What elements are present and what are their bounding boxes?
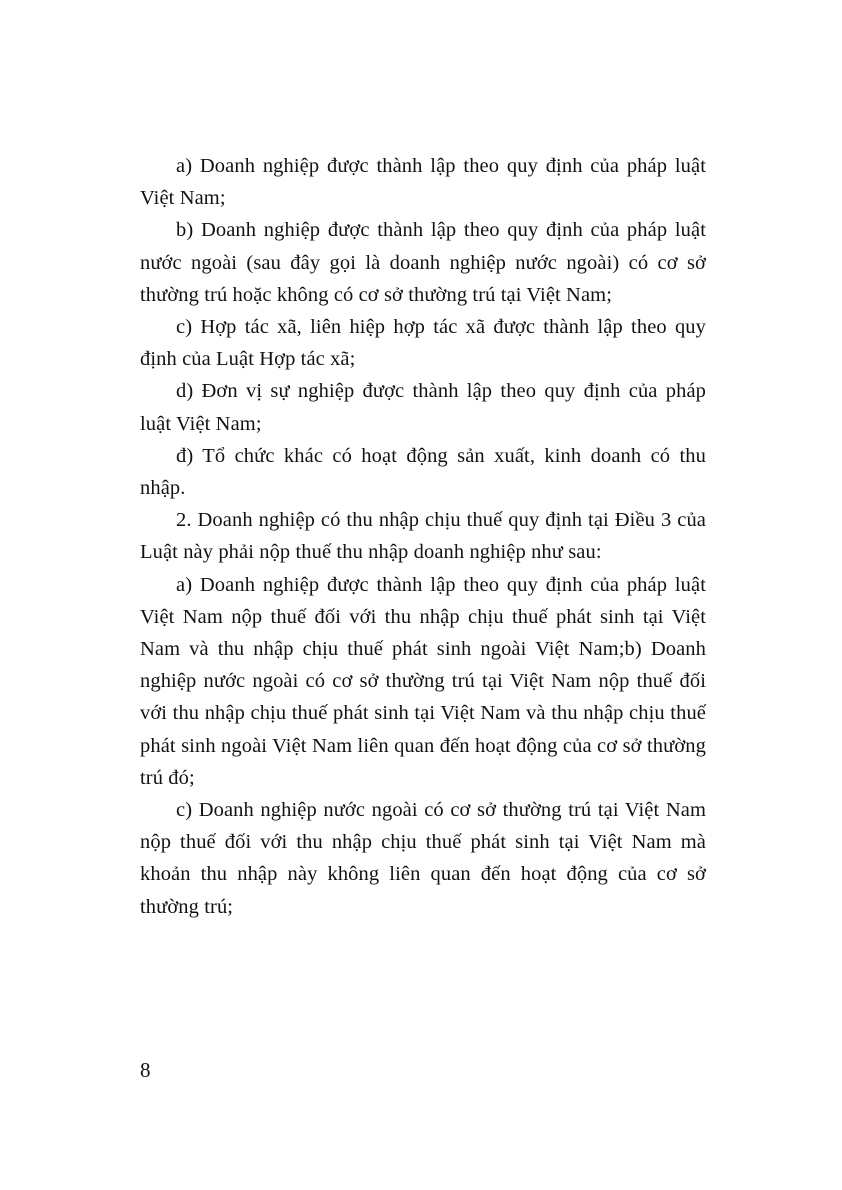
paragraph-item-b: b) Doanh nghiệp được thành lập theo quy định của pháp luật nước ngoài (sau đây gọi là doanh nghiệp nước ngoài) có cơ sở thường trú hoặc không có cơ sở thường trú tại Việt Nam; — [140, 219, 706, 306]
paragraph-item-c: c) Hợp tác xã, liên hiệp hợp tác xã được thành lập theo quy định của Luật Hợp tác xã; — [140, 316, 706, 371]
paragraph-clause-2c: c) Doanh nghiệp nước ngoài có cơ sở thường trú tại Việt Nam nộp thuế đối với thu nhập chịu thuế phát sinh tại Việt Nam mà khoản thu nhập này không liên quan đến hoạt động của cơ sở thường trú; — [140, 799, 706, 918]
paragraph-item-d: d) Đơn vị sự nghiệp được thành lập theo quy định của pháp luật Việt Nam; — [140, 380, 706, 435]
paragraph-item-a: a) Doanh nghiệp được thành lập theo quy định của pháp luật Việt Nam; — [140, 155, 706, 210]
page-number: 8 — [140, 1058, 151, 1082]
text-block — [140, 150, 706, 923]
paragraph-clause-2: 2. Doanh nghiệp có thu nhập chịu thuế quy định tại Điều 3 của Luật này phải nộp thuế thu nhập doanh nghiệp như sau: — [140, 509, 706, 564]
paragraph-item-dd: đ) Tổ chức khác có hoạt động sản xuất, kinh doanh có thu nhập. — [140, 444, 706, 500]
paragraph-clause-2a-2b: a) Doanh nghiệp được thành lập theo quy định của pháp luật Việt Nam nộp thuế đối với thu nhập chịu thuế phát sinh tại Việt Nam và thu nhập chịu thuế phát sinh ngoài Việt Nam;b) Doanh nghiệp nước ngoài có cơ sở thường trú tại Việt Nam nộp thuế đối với thu nhập chịu thuế phát sinh tại Việt Nam và thu nhập chịu thuế phát sinh ngoài Việt Nam liên quan đến hoạt động của cơ sở thường trú đó; — [140, 573, 706, 789]
